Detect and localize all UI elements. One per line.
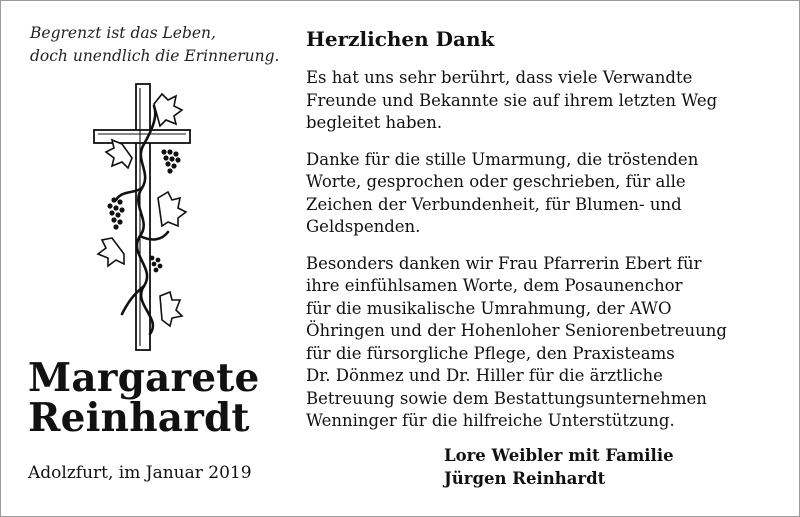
motto-line-1: Begrenzt ist das Leben, [30, 24, 216, 42]
thank-you-paragraph-2: Danke für die stille Umarmung, die tröstenden Worte, gesprochen oder geschrieben, für alle Zeichen der Verbundenheit, für Blumen- und Geldspenden. [306, 149, 699, 236]
place-and-date: Adolzfurt, im Januar 2019 [28, 463, 252, 483]
thank-you-paragraph-3: Besonders danken wir Frau Pfarrerin Ebert für ihre einfühlsamen Worte, dem Posaunenchor für die musikalische Umrahmung, der AWO Öhringen und der Hohenloher Seniorenbetreuung für die fürsorgliche Pflege, den Praxisteams Dr. Dönmez und Dr. Hiller für die ärztliche Betreuung sowie dem Bestattungsunternehmen Wenninger für die hilfreiche Unterstützung. [306, 253, 727, 430]
cross-with-grapevine-icon [92, 82, 192, 354]
deceased-name [28, 355, 298, 441]
deceased-last-name: Reinhardt [28, 395, 250, 441]
thank-you-heading: Herzlichen Dank [306, 27, 495, 51]
signers [444, 444, 674, 490]
left-column [28, 22, 288, 68]
thank-you-column [306, 26, 776, 433]
motto [28, 22, 288, 68]
signer-line-1: Lore Weibler mit Familie [444, 446, 674, 465]
deceased-first-name: Margarete [28, 355, 260, 401]
thank-you-paragraph-1: Es hat uns sehr berührt, dass viele Verwandte Freunde und Bekannte sie auf ihrem letzten Weg begleitet haben. [306, 68, 718, 132]
signer-line-2: Jürgen Reinhardt [444, 469, 606, 488]
motto-line-2: doch unendlich die Erinnerung. [30, 47, 280, 65]
